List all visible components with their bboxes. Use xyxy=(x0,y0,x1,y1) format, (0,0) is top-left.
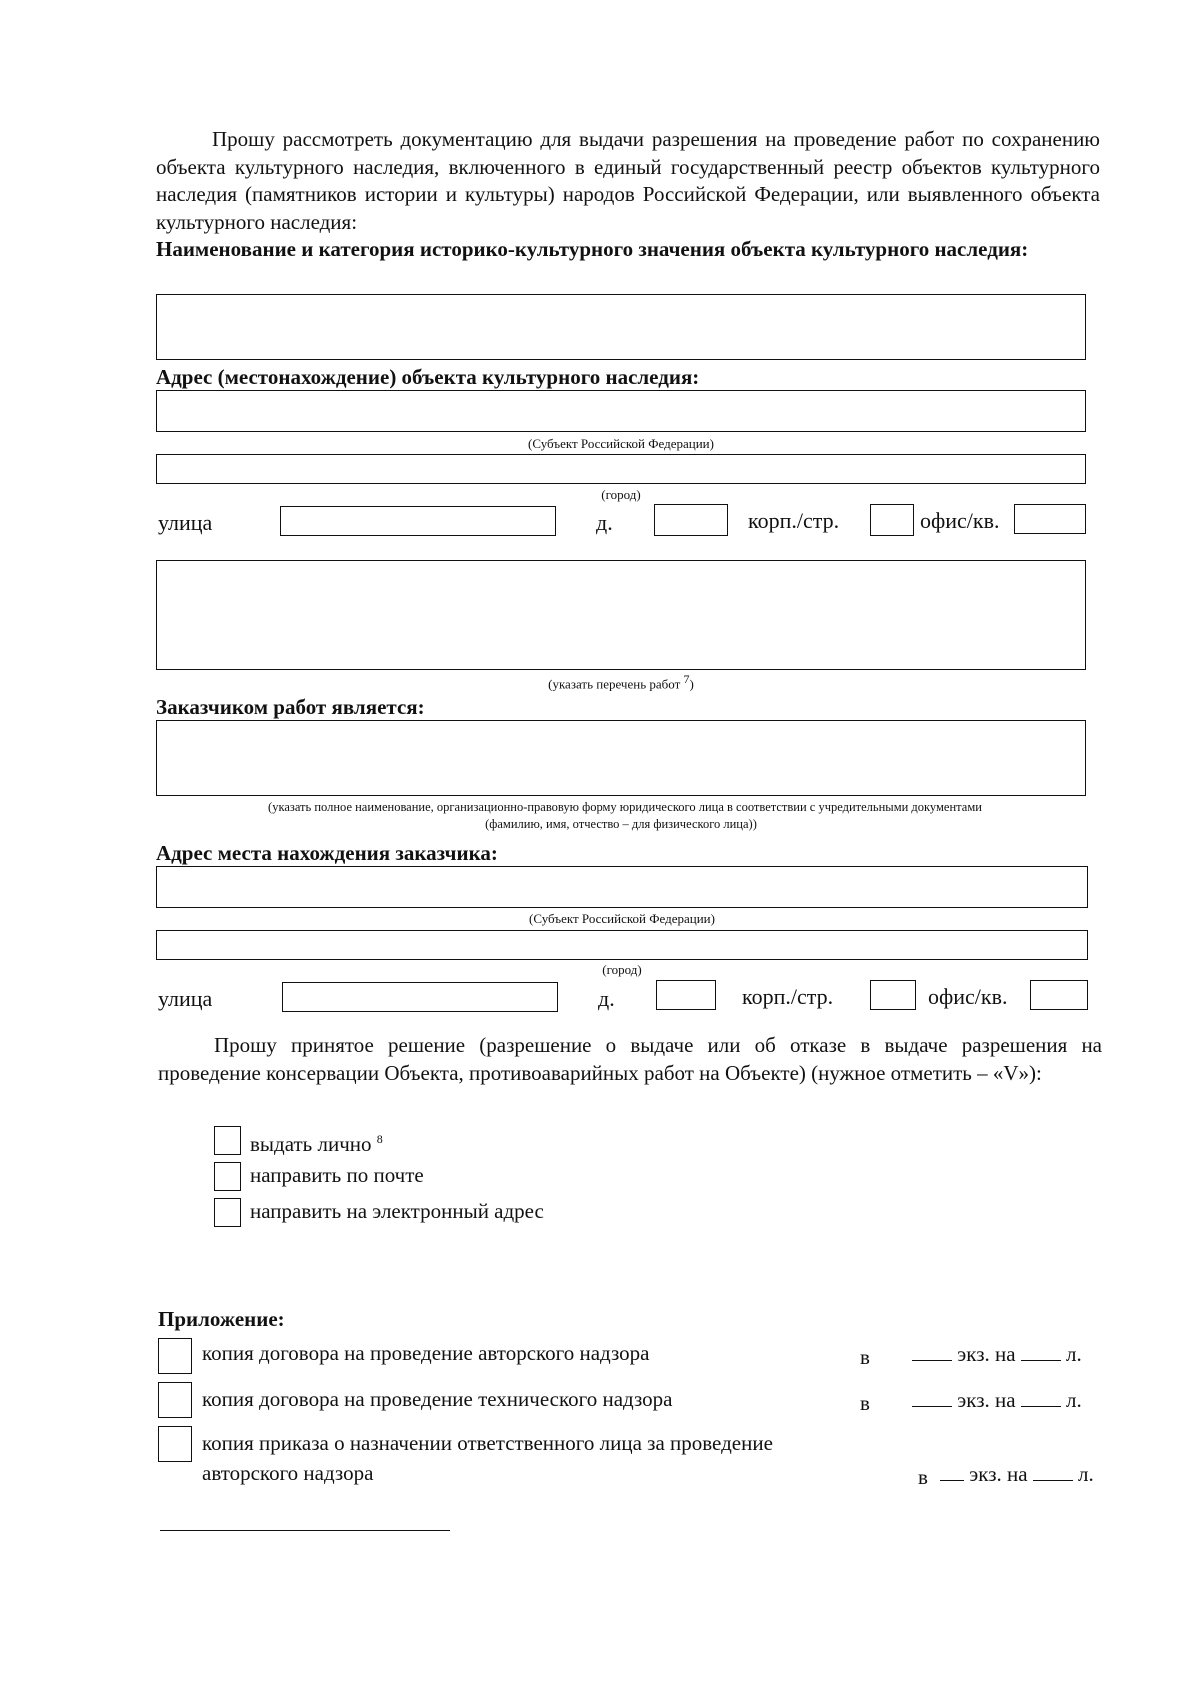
appendix-item-1-copies-text: экз. на xyxy=(957,1342,1016,1366)
appendix-item-1-label: копия договора на проведение авторского надзора xyxy=(202,1341,650,1365)
appendix-item-1-in: в xyxy=(860,1345,870,1369)
appendix-item-3-copies-blank[interactable] xyxy=(940,1460,964,1481)
customer-city-caption: (город) xyxy=(602,962,642,977)
object-house-field[interactable] xyxy=(654,504,728,536)
customer-office-field[interactable] xyxy=(1030,980,1088,1010)
send-by-mail-label: направить по почте xyxy=(250,1163,424,1187)
appendix-item-2-copies xyxy=(912,1386,1082,1413)
send-by-email-label: направить на электронный адрес xyxy=(250,1199,544,1223)
object-office-label: офис/кв. xyxy=(920,508,1000,533)
object-street-field[interactable] xyxy=(280,506,556,536)
appendix-item-3-checkbox[interactable] xyxy=(158,1426,192,1462)
works-caption: (указать перечень работ $^7$) xyxy=(548,672,694,692)
object-house-label: д. xyxy=(596,510,613,535)
appendix-item-3-in: в xyxy=(918,1465,928,1489)
appendix-item-3-sheets-text: л. xyxy=(1078,1462,1094,1486)
customer-name-field[interactable] xyxy=(156,720,1086,796)
appendix-heading: Приложение: xyxy=(158,1307,285,1331)
object-city-field[interactable] xyxy=(156,454,1086,484)
customer-address-heading: Адрес места нахождения заказчика: xyxy=(156,841,498,865)
customer-building-label: корп./стр. xyxy=(742,984,834,1009)
appendix-item-1-sheets-blank[interactable] xyxy=(1021,1340,1061,1361)
object-office-field[interactable] xyxy=(1014,504,1086,534)
works-caption-text: (указать перечень работ xyxy=(548,676,681,692)
appendix-item-3-sheets-blank[interactable] xyxy=(1033,1460,1073,1481)
appendix-item-3-copies xyxy=(940,1460,1094,1487)
appendix-item-3-copies-text: экз. на xyxy=(969,1462,1028,1486)
object-subject-caption: (Субъект Российской Федерации) xyxy=(528,436,714,451)
object-building-label: корп./стр. xyxy=(748,508,840,533)
appendix-item-1-sheets-text: л. xyxy=(1066,1342,1082,1366)
works-footnote: 7 xyxy=(683,672,690,686)
appendix-item-2-copies-blank[interactable] xyxy=(912,1386,952,1407)
appendix-item-2-in: в xyxy=(860,1391,870,1415)
customer-house-field[interactable] xyxy=(656,980,716,1010)
object-address-heading: Адрес (местонахождение) объекта культурного наследия: xyxy=(156,365,700,389)
customer-caption-line2: (фамилию, имя, отчество – для физического лица)) xyxy=(485,817,757,831)
works-list-field[interactable] xyxy=(156,560,1086,670)
customer-street-label: улица xyxy=(158,986,213,1011)
appendix-item-2-copies-text: экз. на xyxy=(957,1388,1016,1412)
appendix-item-2-sheets-text: л. xyxy=(1066,1388,1082,1412)
appendix-item-3-label: копия приказа о назначении ответственного лица за проведение xyxy=(202,1431,773,1455)
customer-caption-line1: (указать полное наименование, организационно-правовую форму юридического лица в соответствии с учредительными документами xyxy=(268,800,982,814)
appendix-item-2-sheets-blank[interactable] xyxy=(1021,1386,1061,1407)
customer-city-field[interactable] xyxy=(156,930,1088,960)
appendix-item-3-label-cont: авторского надзора xyxy=(202,1461,374,1485)
object-building-field[interactable] xyxy=(870,504,914,536)
customer-street-field[interactable] xyxy=(282,982,558,1012)
object-name-field[interactable] xyxy=(156,294,1086,360)
send-by-email-checkbox[interactable] xyxy=(214,1198,241,1227)
customer-house-label: д. xyxy=(598,986,615,1011)
customer-building-field[interactable] xyxy=(870,980,916,1010)
appendix-item-1-checkbox[interactable] xyxy=(158,1338,192,1374)
deliver-in-person-option xyxy=(250,1126,383,1157)
footnote-separator xyxy=(160,1530,450,1531)
appendix-item-1-copies-blank[interactable] xyxy=(912,1340,952,1361)
deliver-in-person-footnote: 8 xyxy=(376,1132,383,1146)
intro-paragraph: Прошу рассмотреть документацию для выдачи разрешения на проведение работ по сохранению объекта культурного наследия, включенного в единый государственный реестр объектов культурного наследия (памятников истории и культуры) народов Российской Федерации, или выявленного объекта культурного наследия: xyxy=(156,127,1100,234)
customer-heading: Заказчиком работ является: xyxy=(156,695,425,719)
appendix-item-2-checkbox[interactable] xyxy=(158,1382,192,1418)
deliver-in-person-label: выдать лично xyxy=(250,1132,372,1156)
object-name-heading: Наименование и категория историко-культурного значения объекта культурного наследия: xyxy=(156,237,1029,261)
object-city-caption: (город) xyxy=(601,487,641,502)
customer-subject-field[interactable] xyxy=(156,866,1088,908)
customer-subject-caption: (Субъект Российской Федерации) xyxy=(529,911,715,926)
customer-office-label: офис/кв. xyxy=(928,984,1008,1009)
appendix-item-1-copies xyxy=(912,1340,1082,1367)
appendix-item-2-label: копия договора на проведение технического надзора xyxy=(202,1387,673,1411)
object-street-label: улица xyxy=(158,510,213,535)
object-subject-field[interactable] xyxy=(156,390,1086,432)
decision-paragraph: Прошу принятое решение (разрешение о выдаче или об отказе в выдаче разрешения на проведение консервации Объекта, противоаварийных работ на Объекте) (нужное отметить – «V»): xyxy=(158,1033,1102,1085)
deliver-in-person-checkbox[interactable] xyxy=(214,1126,241,1155)
send-by-mail-checkbox[interactable] xyxy=(214,1162,241,1191)
